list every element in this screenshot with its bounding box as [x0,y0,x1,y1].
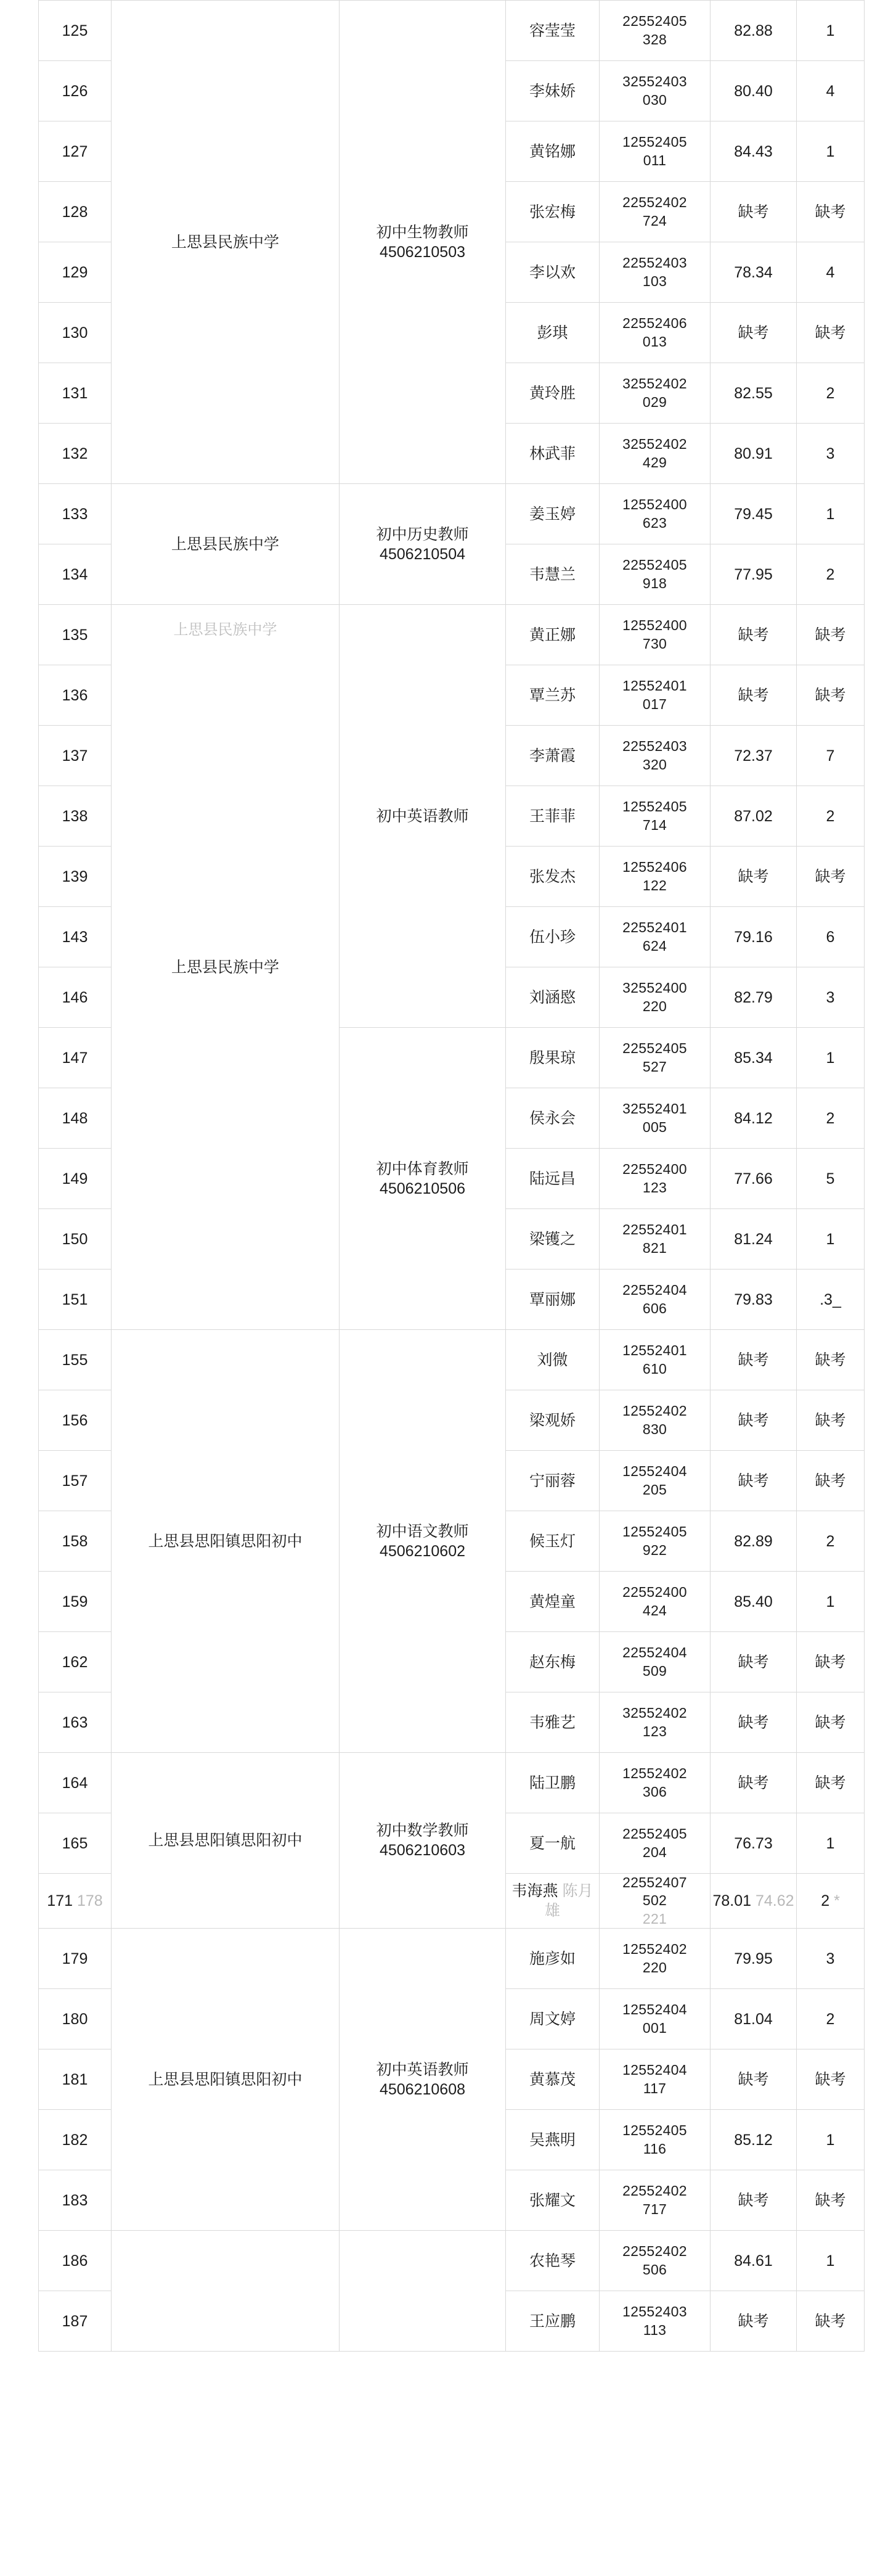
cell-score: 76.73 [711,1813,797,1874]
cell-rank: 2 [797,786,865,847]
cell-score: 缺考 [711,665,797,726]
cell-index: 171 178 [39,1874,112,1929]
cell-rank: 6 [797,907,865,967]
cell-idnum: 22552405 204 [600,1813,711,1874]
table-row [39,1929,865,1989]
cell-idnum: 22552401 821 [600,1209,711,1270]
cell-index: 138 [39,786,112,847]
cell-rank-faded: * [834,1892,840,1910]
cell-name: 李萧霞 [506,726,600,786]
cell-index: 132 [39,424,112,484]
cell-index: 159 [39,1572,112,1632]
cell-name: 刘微 [506,1330,600,1390]
cell-idnum: 22552405 328 [600,1,711,61]
cell-rank: 2 [797,1989,865,2049]
school-name-faded: 上思县民族中学 [173,621,277,638]
cell-position [340,1028,506,1330]
cell-position [340,1929,506,2231]
cell-idnum: 22552407 502 221 [600,1874,711,1929]
cell-name: 黄玲胜 [506,363,600,424]
cell-index: 179 [39,1929,112,1989]
cell-rank: 1 [797,1572,865,1632]
cell-rank: 4 [797,242,865,303]
cell-name: 伍小珍 [506,907,600,967]
cell-rank: 1 [797,1,865,61]
cell-name: 李以欢 [506,242,600,303]
cell-idnum: 12552400 730 [600,605,711,665]
cell-index: 127 [39,121,112,182]
position-code: 4506210504 [379,545,466,563]
cell-index: 158 [39,1511,112,1572]
cell-idnum: 22552401 624 [600,907,711,967]
cell-rank: 缺考 [797,1753,865,1813]
cell-rank: 1 [797,2110,865,2170]
cell-name: 覃兰苏 [506,665,600,726]
cell-idnum: 22552400 424 [600,1572,711,1632]
cell-index: 128 [39,182,112,242]
cell-index: 148 [39,1088,112,1149]
cell-score: 81.24 [711,1209,797,1270]
position-code: 4506210506 [379,1179,466,1197]
cell-idnum: 12552405 116 [600,2110,711,2170]
cell-idnum: 12552402 830 [600,1390,711,1451]
cell-name: 候玉灯 [506,1511,600,1572]
exam-results-table [38,0,865,2352]
cell-score: 72.37 [711,726,797,786]
cell-school: 上思县思阳镇思阳初中 [112,1929,340,2231]
cell-index: 135 [39,605,112,665]
cell-score: 缺考 [711,182,797,242]
cell-name: 韦慧兰 [506,544,600,605]
cell-rank: 缺考 [797,2291,865,2352]
cell-name: 梁镬之 [506,1209,600,1270]
cell-index: 186 [39,2231,112,2291]
cell-rank: 缺考 [797,1632,865,1692]
cell-index: 146 [39,967,112,1028]
cell-score: 84.12 [711,1088,797,1149]
cell-idnum: 22552400 123 [600,1149,711,1209]
cell-rank: 2 [797,544,865,605]
cell-school [112,2231,340,2352]
cell-score: 80.40 [711,61,797,121]
cell-rank: 缺考 [797,1692,865,1753]
cell-index: 165 [39,1813,112,1874]
cell-idnum: 22552403 103 [600,242,711,303]
cell-name: 韦雅艺 [506,1692,600,1753]
cell-school: 上思县民族中学 [112,484,340,605]
cell-name: 吴燕明 [506,2110,600,2170]
cell-position [340,605,506,1028]
cell-idnum: 12552403 113 [600,2291,711,2352]
cell-rank: 3 [797,1929,865,1989]
cell-score: 缺考 [711,847,797,907]
cell-idnum: 32552403 030 [600,61,711,121]
cell-index-faded: 178 [76,1892,103,1910]
cell-index: 164 [39,1753,112,1813]
cell-idnum: 32552402 029 [600,363,711,424]
cell-rank: 2 [797,1088,865,1149]
cell-name: 容莹莹 [506,1,600,61]
cell-index: 151 [39,1270,112,1330]
cell-idnum: 22552402 506 [600,2231,711,2291]
cell-idnum: 22552402 724 [600,182,711,242]
cell-rank: 缺考 [797,182,865,242]
cell-score: 82.89 [711,1511,797,1572]
cell-name: 周文婷 [506,1989,600,2049]
cell-idnum: 22552405 918 [600,544,711,605]
cell-score: 79.16 [711,907,797,967]
cell-index: 180 [39,1989,112,2049]
cell-index: 181 [39,2049,112,2110]
cell-name: 赵东梅 [506,1632,600,1692]
cell-score: 85.12 [711,2110,797,2170]
cell-score: 82.55 [711,363,797,424]
cell-name: 黄慕茂 [506,2049,600,2110]
position-title: 初中数学教师 [376,1822,469,1840]
school-name: 上思县民族中学 [171,958,279,976]
cell-idnum: 22552404 606 [600,1270,711,1330]
cell-name: 姜玉婷 [506,484,600,544]
cell-index: 155 [39,1330,112,1390]
cell-index: 134 [39,544,112,605]
cell-rank: 缺考 [797,303,865,363]
cell-rank: 5 [797,1149,865,1209]
position-code: 4506210602 [379,1542,466,1560]
position-title: 初中体育教师 [376,1160,469,1178]
cell-school: 上思县民族中学 [112,1,340,484]
cell-position [340,484,506,605]
cell-rank: 2 [797,363,865,424]
cell-index: 162 [39,1632,112,1692]
cell-idnum: 12552405 922 [600,1511,711,1572]
cell-idnum: 32552402 123 [600,1692,711,1753]
cell-score: 78.34 [711,242,797,303]
cell-idnum: 22552403 320 [600,726,711,786]
cell-idnum: 12552405 011 [600,121,711,182]
cell-rank: 缺考 [797,1451,865,1511]
cell-index: 136 [39,665,112,726]
cell-index: 139 [39,847,112,907]
cell-rank: 2 [797,1511,865,1572]
cell-rank: 缺考 [797,1390,865,1451]
cell-score: 85.40 [711,1572,797,1632]
position-title: 初中历史教师 [376,525,469,543]
cell-name: 彭琪 [506,303,600,363]
cell-rank: 1 [797,1028,865,1088]
cell-score: 84.61 [711,2231,797,2291]
cell-score: 缺考 [711,1692,797,1753]
cell-name: 黄煌童 [506,1572,600,1632]
cell-score: 缺考 [711,2291,797,2352]
cell-score: 78.01 74.62 [711,1874,797,1929]
cell-score: 82.79 [711,967,797,1028]
cell-idnum: 32552400 220 [600,967,711,1028]
cell-score: 79.45 [711,484,797,544]
cell-name: 韦海燕 陈月雄 [506,1874,600,1929]
cell-position [340,2231,506,2352]
cell-index: 130 [39,303,112,363]
cell-score: 缺考 [711,2170,797,2231]
cell-index: 147 [39,1028,112,1088]
cell-index: 183 [39,2170,112,2231]
cell-name: 施彦如 [506,1929,600,1989]
cell-rank: 缺考 [797,2170,865,2231]
cell-score: 缺考 [711,2049,797,2110]
cell-index: 150 [39,1209,112,1270]
table-row [39,2231,865,2291]
cell-name: 陆远昌 [506,1149,600,1209]
cell-position [340,1,506,484]
cell-rank: 1 [797,1813,865,1874]
cell-score-faded: 74.62 [755,1892,794,1910]
cell-rank: 4 [797,61,865,121]
cell-name: 殷果琼 [506,1028,600,1088]
cell-rank: 缺考 [797,2049,865,2110]
cell-score: 77.95 [711,544,797,605]
cell-idnum: 12552404 001 [600,1989,711,2049]
cell-score: 77.66 [711,1149,797,1209]
cell-rank: 1 [797,2231,865,2291]
cell-name: 陆卫鹏 [506,1753,600,1813]
cell-idnum: 12552405 714 [600,786,711,847]
cell-idnum: 32552401 005 [600,1088,711,1149]
table-row [39,484,865,544]
cell-index: 187 [39,2291,112,2352]
cell-name: 李妹娇 [506,61,600,121]
cell-rank: 缺考 [797,847,865,907]
cell-rank: 缺考 [797,665,865,726]
cell-index: 131 [39,363,112,424]
position-code: 4506210503 [379,243,466,261]
cell-score: 缺考 [711,1390,797,1451]
cell-school: 上思县思阳镇思阳初中 [112,1753,340,1929]
cell-name: 农艳琴 [506,2231,600,2291]
cell-score: 缺考 [711,303,797,363]
cell-name: 梁观娇 [506,1390,600,1451]
cell-index: 163 [39,1692,112,1753]
cell-rank: 1 [797,1209,865,1270]
cell-rank: 1 [797,121,865,182]
table-row [39,605,865,665]
cell-index: 129 [39,242,112,303]
position-title: 初中英语教师 [376,2061,469,2078]
cell-index: 182 [39,2110,112,2170]
cell-rank: 1 [797,484,865,544]
cell-score: 缺考 [711,1753,797,1813]
position-code: 4506210603 [379,1842,466,1860]
cell-name: 宁丽蓉 [506,1451,600,1511]
cell-index: 137 [39,726,112,786]
cell-index: 125 [39,1,112,61]
cell-score: 缺考 [711,1451,797,1511]
cell-idnum: 12552406 122 [600,847,711,907]
cell-index: 133 [39,484,112,544]
cell-idnum: 12552400 623 [600,484,711,544]
cell-index: 157 [39,1451,112,1511]
cell-name: 侯永会 [506,1088,600,1149]
cell-idnum-faded: 221 [642,1910,667,1927]
cell-name: 王应鹏 [506,2291,600,2352]
cell-index: 143 [39,907,112,967]
cell-idnum: 22552402 717 [600,2170,711,2231]
cell-name: 黄正娜 [506,605,600,665]
cell-score: 85.34 [711,1028,797,1088]
cell-score: 82.88 [711,1,797,61]
cell-idnum: 12552404 205 [600,1451,711,1511]
cell-school: 上思县思阳镇思阳初中 [112,1330,340,1753]
cell-position [340,1330,506,1753]
cell-name: 刘涵愍 [506,967,600,1028]
cell-score: 84.43 [711,121,797,182]
cell-idnum: 12552401 610 [600,1330,711,1390]
cell-idnum: 32552402 429 [600,424,711,484]
table-row [39,1753,865,1813]
cell-score: 缺考 [711,605,797,665]
cell-name: 林武菲 [506,424,600,484]
table-row [39,1,865,61]
position-title: 初中生物教师 [376,223,469,241]
cell-score: 79.83 [711,1270,797,1330]
cell-rank: 缺考 [797,1330,865,1390]
cell-rank: 2 * [797,1874,865,1929]
cell-school [112,605,340,1330]
cell-idnum: 12552401 017 [600,665,711,726]
cell-score: 81.04 [711,1989,797,2049]
cell-score: 79.95 [711,1929,797,1989]
cell-name: 张宏梅 [506,182,600,242]
cell-name: 夏一航 [506,1813,600,1874]
table-row [39,1330,865,1390]
cell-name: 覃丽娜 [506,1270,600,1330]
cell-index: 126 [39,61,112,121]
cell-name: 王菲菲 [506,786,600,847]
cell-index: 156 [39,1390,112,1451]
position-code: 4506210608 [379,2080,466,2098]
cell-name: 黄铭娜 [506,121,600,182]
cell-rank: .3_ [797,1270,865,1330]
cell-idnum: 12552404 117 [600,2049,711,2110]
cell-rank: 3 [797,967,865,1028]
cell-name: 张发杰 [506,847,600,907]
cell-idnum: 12552402 220 [600,1929,711,1989]
cell-idnum: 22552405 527 [600,1028,711,1088]
cell-position [340,1753,506,1929]
cell-idnum: 12552402 306 [600,1753,711,1813]
cell-rank: 缺考 [797,605,865,665]
cell-idnum: 22552406 013 [600,303,711,363]
cell-score: 缺考 [711,1632,797,1692]
cell-name: 张耀文 [506,2170,600,2231]
cell-index: 149 [39,1149,112,1209]
cell-name-faded: 陈月雄 [544,1882,593,1920]
cell-idnum: 22552404 509 [600,1632,711,1692]
cell-rank: 3 [797,424,865,484]
cell-score: 80.91 [711,424,797,484]
cell-rank: 7 [797,726,865,786]
position-title: 初中语文教师 [376,1522,469,1540]
cell-score: 缺考 [711,1330,797,1390]
position-title: 初中英语教师 [376,807,469,825]
cell-score: 87.02 [711,786,797,847]
